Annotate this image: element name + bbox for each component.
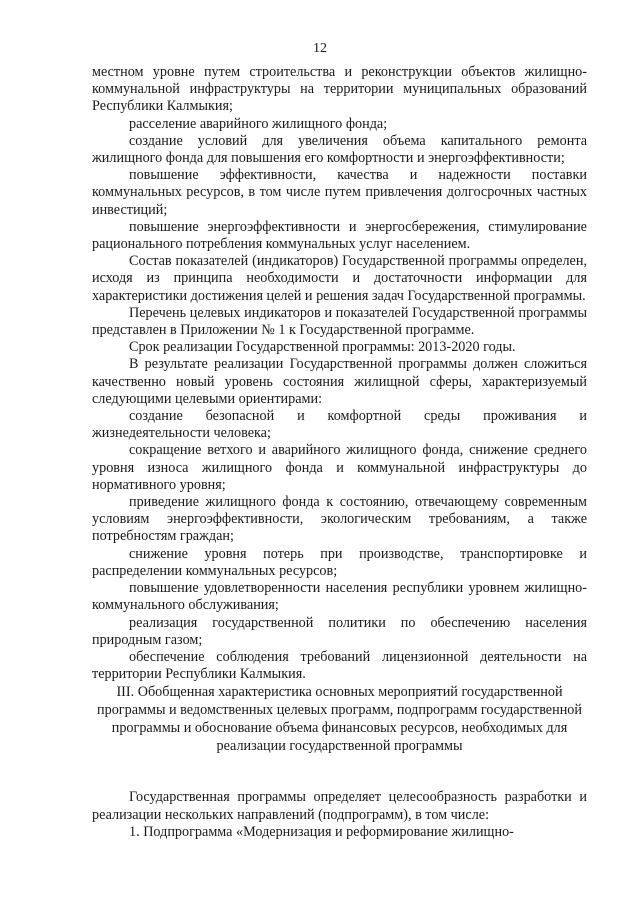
paragraph: расселение аварийного жилищного фонда; <box>129 115 388 132</box>
paragraph: повышение удовлетворенности населения республики уровнем жилищно-коммунального обслуживания; <box>92 580 587 614</box>
section-heading: III. Обобщенная характеристика основных мероприятий государственной программы и ведомственных целевых программ, подпрограмм государственной программы и обоснование объема финансовых ресурсов, необходимых для реализации государственной программы <box>97 684 582 755</box>
paragraph: В результате реализации Государственной программы должен сложиться качественно новый уровень состояния жилищной сферы, характеризуемый следующими целевыми ориентирами: <box>92 356 587 407</box>
paragraph: Срок реализации Государственной программы: 2013-2020 годы. <box>129 339 516 356</box>
paragraph: местном уровне путем строительства и реконструкции объектов жилищно-коммунальной инфраструктуры на территории муниципальных образований Республики Калмыкия; <box>92 64 587 115</box>
paragraph: Состав показателей (индикаторов) Государственной программы определен, исходя из принципа необходимости и достаточности информации для характеристики достижения целей и решения задач Государственной программы. <box>92 253 587 304</box>
paragraph: сокращение ветхого и аварийного жилищного фонда, снижение среднего уровня износа жилищного фонда и коммунальной инфраструктуры до нормативного уровня; <box>92 442 587 493</box>
paragraph: создание условий для увеличения объема капитального ремонта жилищного фонда для повышения его комфортности и энергоэффективности; <box>92 132 587 167</box>
document-body <box>92 64 587 841</box>
paragraph: снижение уровня потерь при производстве, транспортировке и распределении коммунальных ресурсов; <box>92 545 587 579</box>
page-number: 12 <box>313 41 327 56</box>
section-intro: Государственная программы определяет целесообразность разработки и реализации нескольких направлений (подпрограмм), в том числе: <box>92 789 587 823</box>
paragraph: обеспечение соблюдения требований лицензионной деятельности на территории Республики Калмыкия. <box>92 648 587 683</box>
paragraph: приведение жилищного фонда к состоянию, отвечающему современным условиям энергоэффективности, экологическим требованиям, а также потребностям граждан; <box>92 494 587 545</box>
paragraph: повышение энергоэффективности и энергосбережения, стимулирование рационального потребления коммунальных услуг населением. <box>92 218 587 253</box>
paragraph: Перечень целевых индикаторов и показателей Государственной программы представлен в Приложении № 1 к Государственной программе. <box>92 304 587 339</box>
paragraph: повышение эффективности, качества и надежности поставки коммунальных ресурсов, в том числе путем привлечения долгосрочных частных инвестиций; <box>92 167 587 218</box>
paragraph: реализация государственной политики по обеспечению населения природным газом; <box>92 614 587 648</box>
paragraph: создание безопасной и комфортной среды проживания и жизнедеятельности человека; <box>92 408 587 442</box>
list-item: 1. Подпрограмма «Модернизация и реформирование жилищно- <box>129 823 514 840</box>
